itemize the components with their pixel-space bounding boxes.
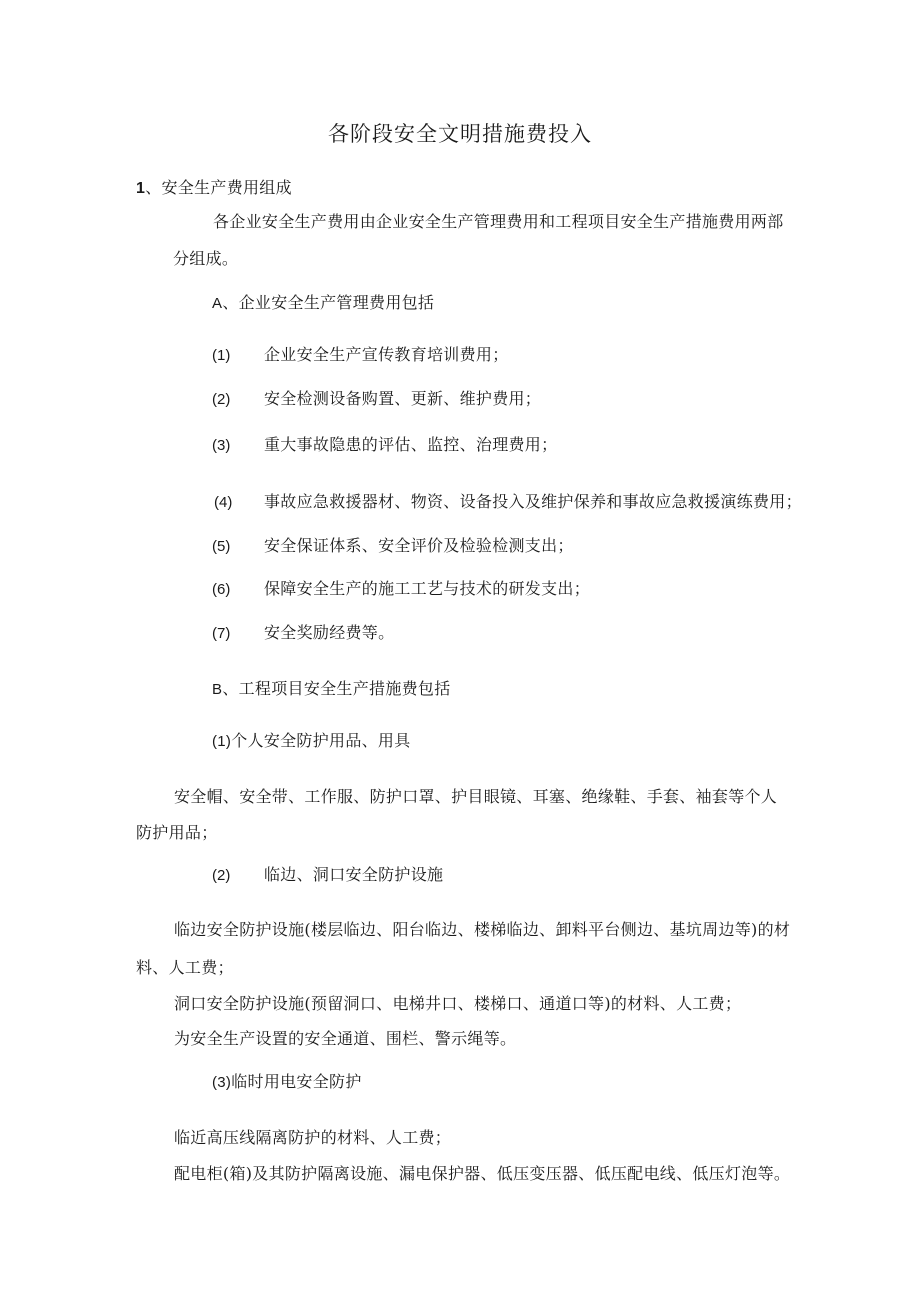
list-item-text: 重大事故隐患的评估、监控、治理费用；	[264, 435, 558, 454]
list-item-number: (4)	[214, 494, 233, 511]
list-item-text: 企业安全生产宣传教育培训费用；	[264, 345, 509, 364]
list-item-text: 安全检测设备购置、更新、维护费用；	[264, 389, 542, 408]
part-b-title: 、工程项目安全生产措施费包括	[222, 679, 451, 698]
intro-paragraph-line-1: 各企业安全生产费用由企业安全生产管理费用和工程项目安全生产措施费用两部	[213, 212, 784, 231]
list-item-text: 保障安全生产的施工工艺与技术的研发支出；	[264, 579, 591, 598]
section-1-number: 1	[136, 180, 146, 197]
part-a-title: 、企业安全生产管理费用包括	[222, 293, 435, 312]
subsection-1-heading	[212, 731, 411, 752]
list-item-number: (7)	[212, 625, 231, 642]
subsection-2-title: 临边、洞口安全防护设施	[264, 865, 444, 884]
list-item-number: (6)	[212, 581, 231, 598]
subsection-3-number: (3)	[212, 1074, 232, 1091]
subsection-1-title: 个人安全防护用品、用具	[231, 731, 411, 750]
part-b-letter: B	[212, 681, 223, 698]
list-item-number: (1)	[212, 347, 231, 364]
part-a-letter: A	[212, 295, 223, 312]
subsection-2-body-line-3: 洞口安全防护设施(预留洞口、电梯井口、楼梯口、通道口等)的材料、人工费；	[174, 994, 742, 1013]
list-item-text: 安全保证体系、安全评价及检验检测支出；	[264, 536, 574, 555]
subsection-3-heading	[212, 1072, 362, 1093]
list-item-number: (5)	[212, 538, 231, 555]
part-a-heading	[212, 293, 434, 314]
subsection-3-body-line-2: 配电柜(箱)及其防护隔离设施、漏电保护器、低压变压器、低压配电线、低压灯泡等。	[174, 1164, 791, 1183]
subsection-2-number: (2)	[212, 867, 231, 884]
subsection-2-body-line-4: 为安全生产设置的安全通道、围栏、警示绳等。	[174, 1029, 517, 1048]
subsection-2-body-line-1: 临边安全防护设施(楼层临边、阳台临边、楼梯临边、卸料平台侧边、基坑周边等)的材	[174, 920, 791, 939]
subsection-3-body-line-1: 临近高压线隔离防护的材料、人工费；	[174, 1128, 452, 1147]
subsection-1-body-line-1: 安全帽、安全带、工作服、防护口罩、护目眼镜、耳塞、绝缘鞋、手套、袖套等个人	[174, 787, 778, 806]
page-title: 各阶段安全文明措施费投入	[328, 122, 592, 146]
subsection-2-body-line-2: 料、人工费；	[136, 958, 234, 977]
list-item-number: (3)	[212, 437, 231, 454]
part-b-heading	[212, 679, 451, 700]
list-item-text: 安全奖励经费等。	[264, 623, 395, 642]
subsection-1-number: (1)	[212, 733, 232, 750]
section-1-heading	[136, 178, 292, 199]
intro-paragraph-line-2: 分组成。	[173, 249, 239, 268]
list-item-number: (2)	[212, 391, 231, 408]
section-1-title: 、安全生产费用组成	[145, 178, 292, 197]
list-item-text: 事故应急救援器材、物资、设备投入及维护保养和事故应急救援演练费用；	[264, 492, 802, 511]
subsection-3-title: 临时用电安全防护	[231, 1072, 362, 1091]
subsection-1-body-line-2: 防护用品；	[136, 823, 218, 842]
